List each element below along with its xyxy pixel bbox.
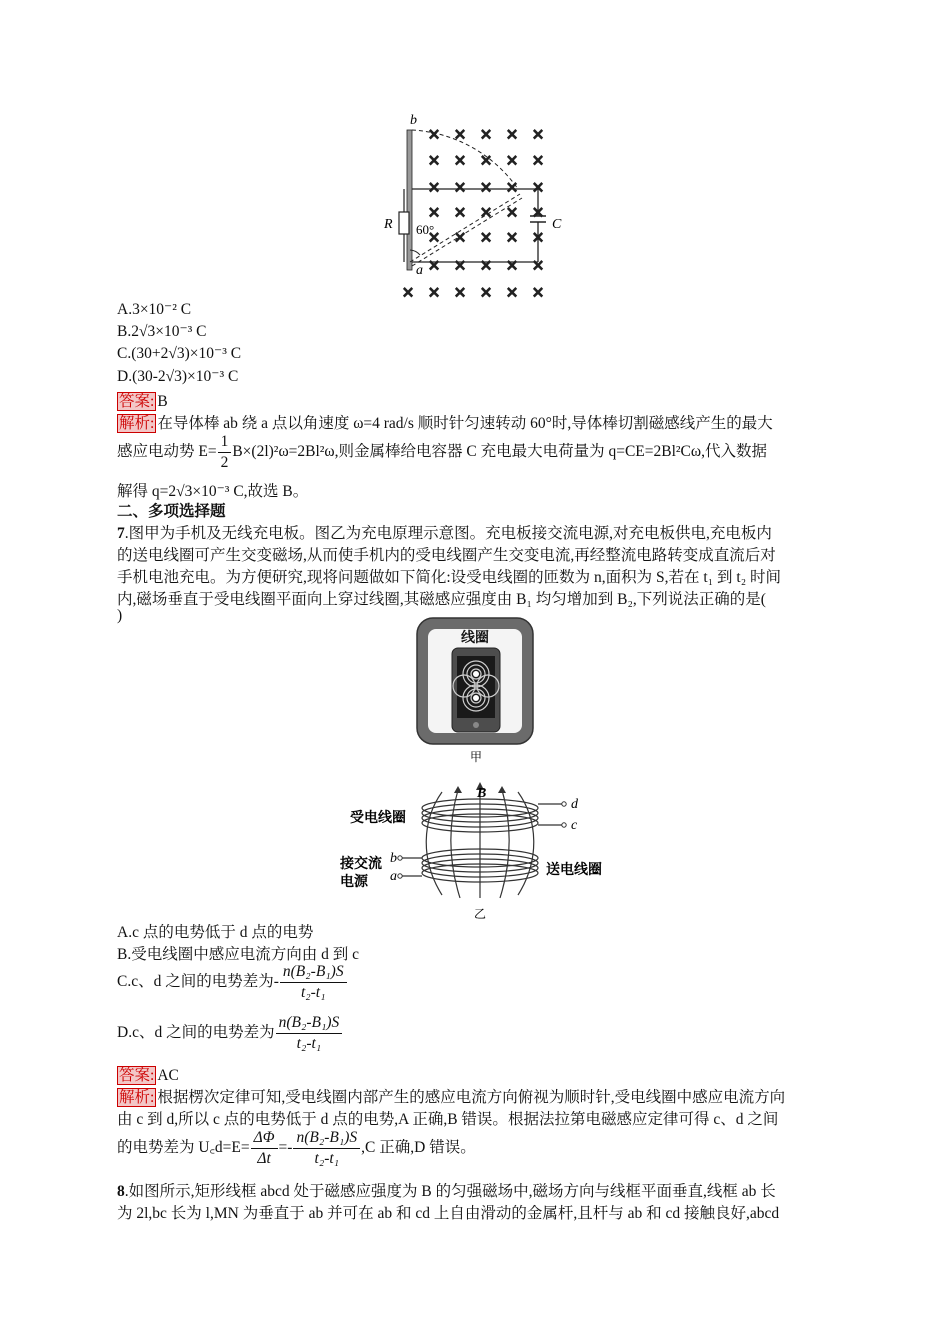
q7-line2: 的送电线圈可产生交变磁场,从而使手机内的受电线圈产生交变电流,再经整流电路转变成直流后对 <box>117 547 776 564</box>
q7-line5: ) <box>117 607 123 624</box>
q7-option-a: A.c 点的电势低于 d 点的电势 <box>117 924 314 941</box>
field-cross: × <box>427 125 441 143</box>
field-cross: × <box>505 178 519 196</box>
magnetic-field-crosses <box>402 125 545 301</box>
field-cross: × <box>531 125 545 143</box>
field-cross: × <box>427 228 441 246</box>
label-a: a <box>416 263 423 278</box>
label-R: R <box>384 217 393 232</box>
q7-line4: 内,磁场垂直于受电线圈平面向上穿过线圈,其磁感应强度由 B₁ 均匀增加到 B₂,下列说法正确的是( <box>117 591 766 608</box>
field-cross: × <box>479 151 493 169</box>
analysis-tag: 解析: <box>119 415 155 432</box>
q7-answer: AC <box>157 1067 179 1084</box>
field-cross: × <box>505 151 519 169</box>
q7-option-d: D.c、d 之间的电势差为 $\frac{\text{n(B₂-B₁)S}}{\text{t₂-t₁}}$ <box>117 1013 343 1054</box>
field-cross: × <box>505 203 519 221</box>
fig-a-caption: 甲 <box>469 750 483 764</box>
coil-principle-figure <box>330 780 630 925</box>
field-cross: × <box>505 228 519 246</box>
field-cross: × <box>531 151 545 169</box>
q7-option-c: C.c、d 之间的电势差为- $\frac{\text{n(B₂-B₁)S}}{\text{t₂-t₁}}$ <box>117 962 348 1003</box>
field-cross: × <box>479 203 493 221</box>
field-cross: × <box>453 256 467 274</box>
field-cross: × <box>531 178 545 196</box>
field-cross: × <box>453 178 467 196</box>
coil-label: 线圈 <box>461 630 489 646</box>
field-cross: × <box>531 283 545 301</box>
q6-option-d: D.(30-2√3)×10⁻³ C <box>117 368 239 385</box>
angle-label: 60° <box>416 222 435 237</box>
phone-charger-figure <box>414 615 536 775</box>
q6-option-c: C.(30+2√3)×10⁻³ C <box>117 345 242 362</box>
field-cross: × <box>531 256 545 274</box>
label-C: C <box>552 217 562 232</box>
field-cross: × <box>427 203 441 221</box>
field-cross: × <box>505 283 519 301</box>
q7-line3: 手机电池充电。为方便研究,现将问题做如下简化:设受电线圈的匝数为 n,面积为 S,若在 t₁ 到 t₂ 时间 <box>117 569 781 586</box>
field-cross: × <box>427 256 441 274</box>
field-cross: × <box>531 228 545 246</box>
q6-answer-line <box>117 389 168 411</box>
ac-source-label-2: 电源 <box>340 874 368 890</box>
rotating-rod-figure <box>380 112 570 302</box>
q6-analysis-line1: 解析: 在导体棒 ab 绕 a 点以角速度 ω=4 rad/s 顺时针匀速转动 60°时,导体棒切割磁感线产生的最大 <box>119 415 773 432</box>
terminal-d: d <box>571 797 578 812</box>
q6-answer: B <box>157 393 168 410</box>
section-title: 二、多项选择题 <box>117 503 226 520</box>
ac-source-label-1: 接交流 <box>340 856 382 872</box>
terminal-b: b <box>390 851 397 866</box>
answer-tag: 答案: <box>119 393 155 410</box>
field-cross: × <box>479 283 493 301</box>
q8-line1: 8.如图所示,矩形线框 abcd 处于磁感应强度为 B 的匀强磁场中,磁场方向与线框平面垂直,线框 ab 长 <box>117 1183 776 1200</box>
q7-analysis-line3: 的电势差为 U꜀d=E= $\frac{\Delta\Phi}{\Delta t}$ =- $\frac{\text{n(B₂-B₁)S}}{\text{t₂-t₁}}$ ,C 正确,D 错误。 <box>117 1129 476 1167</box>
q7-analysis-line2: 由 c 到 d,所以 c 点的电势低于 d 点的电势,A 正确,B 错误。根据法拉第电磁感应定律可得 c、d 之间 <box>117 1111 779 1128</box>
field-cross: × <box>453 125 467 143</box>
field-cross: × <box>505 256 519 274</box>
field-cross: × <box>427 151 441 169</box>
q7-line1: 7.图甲为手机及无线充电板。图乙为充电原理示意图。充电板接交流电源,对充电板供电,充电板内 <box>117 525 772 542</box>
field-cross: × <box>453 203 467 221</box>
field-cross: × <box>479 125 493 143</box>
fraction-half: $\frac{1}{2}$ <box>218 432 232 473</box>
sending-coil-label: 送电线圈 <box>546 862 602 878</box>
field-cross: × <box>427 283 441 301</box>
q6-analysis-line3: 解得 q=2√3×10⁻³ C,故选 B。 <box>117 483 309 500</box>
field-cross: × <box>453 228 467 246</box>
field-B-label: B <box>477 786 487 801</box>
field-cross: × <box>505 125 519 143</box>
field-cross: × <box>479 256 493 274</box>
field-cross: × <box>427 178 441 196</box>
field-cross: × <box>479 228 493 246</box>
q7-option-b: B.受电线圈中感应电流方向由 d 到 c <box>117 946 359 963</box>
label-b: b <box>410 113 417 128</box>
q8-line2: 为 2l,bc 长为 l,MN 为垂直于 ab 并可在 ab 和 cd 上自由滑动的金属杆,且杆与 ab 和 cd 接触良好,abcd <box>117 1205 780 1222</box>
fig-b-caption: 乙 <box>473 907 487 921</box>
terminal-c: c <box>571 818 578 833</box>
receiving-coil-label: 受电线圈 <box>350 810 406 826</box>
q6-option-b: B.2√3×10⁻³ C <box>117 323 207 340</box>
field-cross: × <box>531 203 545 221</box>
field-cross: × <box>453 283 467 301</box>
field-cross: × <box>401 283 415 301</box>
q7-answer-line: 答案: AC <box>119 1067 179 1084</box>
field-cross: × <box>453 151 467 169</box>
field-cross: × <box>479 178 493 196</box>
terminal-a: a <box>390 869 397 884</box>
q6-analysis-line2: 感应电动势 E= $\frac{1}{2}$ B×(2l)²ω=2Bl²ω,则金属棒给电容器 C 充电最大电荷量为 q=CE=2Bl²Cω,代入数据 <box>117 433 767 471</box>
q7-analysis-line1: 解析: 根据楞次定律可知,受电线圈内部产生的感应电流方向俯视为顺时针,受电线圈中感应电流方向 <box>119 1089 786 1106</box>
q6-option-a: A.3×10⁻² C <box>117 301 192 318</box>
